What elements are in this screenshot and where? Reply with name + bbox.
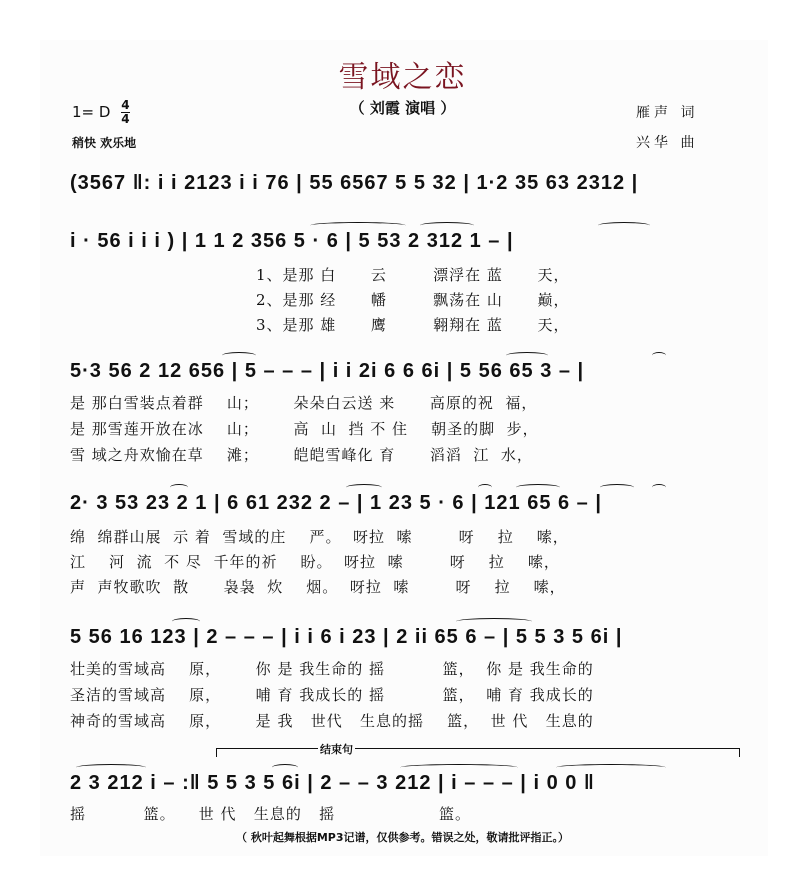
slur: [400, 764, 518, 771]
lyric-line-verse-1: 是 那白雪装点着群 山； 朵朵白云送 来 高原的祝 福，: [70, 394, 538, 412]
slur: [172, 618, 200, 625]
slur: [170, 484, 188, 491]
lyric-line-verse-3: 雪 域之舟欢愉在草 滩； 皑皑雪峰化 育 滔滔 江 水，: [70, 446, 533, 464]
slur: [346, 484, 382, 491]
slur: [598, 222, 650, 229]
slur: [600, 484, 634, 491]
time-signature: $\frac{4}{4}$: [121, 98, 130, 126]
slur: [506, 352, 548, 359]
lyric-line-ending: 摇 篮。 世 代 生息的 摇 篮。: [70, 805, 471, 823]
composer-credit: 兴华 曲: [636, 135, 699, 151]
tempo-marking: 稍快 欢乐地: [72, 136, 137, 150]
lyric-line-verse-2: 是 那雪莲开放在冰 山； 高 山 挡 不 住 朝圣的脚 步，: [70, 420, 539, 438]
slur: [222, 352, 256, 359]
lyric-line-verse-3: 声 声牧歌吹 散 袅袅 炊 烟。 呀拉 嗦 呀 拉 嗦，: [70, 578, 566, 596]
slur: [478, 484, 492, 491]
slur: [652, 484, 666, 491]
lyric-line-verse-2: 江 河 流 不 尽 千年的祈 盼。 呀拉 嗦 呀 拉 嗦，: [70, 553, 560, 571]
lyric-line-verse-3: 神奇的雪域高 原， 是 我 世代 生息的摇 篮， 世 代 生息的: [70, 712, 594, 730]
slur: [420, 222, 474, 229]
lyric-line-verse-1: 1、是那 白 云 漂浮在 蓝 天，: [256, 266, 570, 284]
lyric-line-verse-1: 壮美的雪域高 原， 你 是 我生命的 摇 篮， 你 是 我生命的: [70, 660, 594, 678]
lyric-line-verse-2: 2、是那 经 幡 飘荡在 山 巅，: [256, 291, 570, 309]
lyric-line-verse-3: 3、是那 雄 鹰 翱翔在 蓝 天，: [256, 316, 570, 334]
singer-credit: （ 刘霞 演唱 ）: [349, 99, 456, 117]
slur: [272, 764, 298, 771]
song-title: 雪域之恋: [338, 60, 467, 95]
score-row-5: 5 56 16 123 | 2 – – – | i i 6 i 23 | 2 ii 65 6 – | 5 5 3 5 6i |: [70, 626, 623, 648]
score-row-4: 2· 3 53 23 2 1 | 6 61 232 2 – | 1 23 5 · 6 | 121 65 6 – |: [70, 492, 602, 514]
slur: [310, 222, 406, 229]
lyricist-credit: 雁声 词: [636, 105, 699, 121]
ending-label: 结束句: [320, 743, 353, 756]
slur: [652, 352, 666, 359]
slur: [456, 618, 532, 625]
key-label: 1= D: [72, 103, 111, 121]
slur: [556, 764, 666, 771]
ending-bracket: [216, 748, 740, 757]
lyric-line-verse-1: 绵 绵群山展 示 着 雪域的庄 严。 呀拉 嗦 呀 拉 嗦，: [70, 528, 569, 546]
key-signature: [72, 100, 130, 125]
score-row-2: i · 56 i i i ) | 1 1 2 356 5 · 6 | 5 53 2 312 1 – |: [70, 230, 514, 252]
score-row-1: (3567 ‖: i i 2123 i i 76 | 55 6567 5 5 32 | 1·2 35 63 2312 |: [70, 172, 639, 194]
lyric-line-verse-2: 圣洁的雪域高 原， 哺 育 我成长的 摇 篮， 哺 育 我成长的: [70, 686, 594, 704]
score-row-3: 5·3 56 2 12 656 | 5 – – – | i i 2i 6 6 6i | 5 56 65 3 – |: [70, 360, 585, 382]
transcription-note: （ 秋叶起舞根据MP3记谱，仅供参考。错误之处，敬请批评指正。）: [236, 831, 569, 844]
slur: [516, 484, 560, 491]
score-row-6: 2 3 212 i – :‖ 5 5 3 5 6i | 2 – – 3 212 | i – – – | i 0 0 ‖: [70, 772, 595, 794]
slur: [76, 764, 146, 771]
